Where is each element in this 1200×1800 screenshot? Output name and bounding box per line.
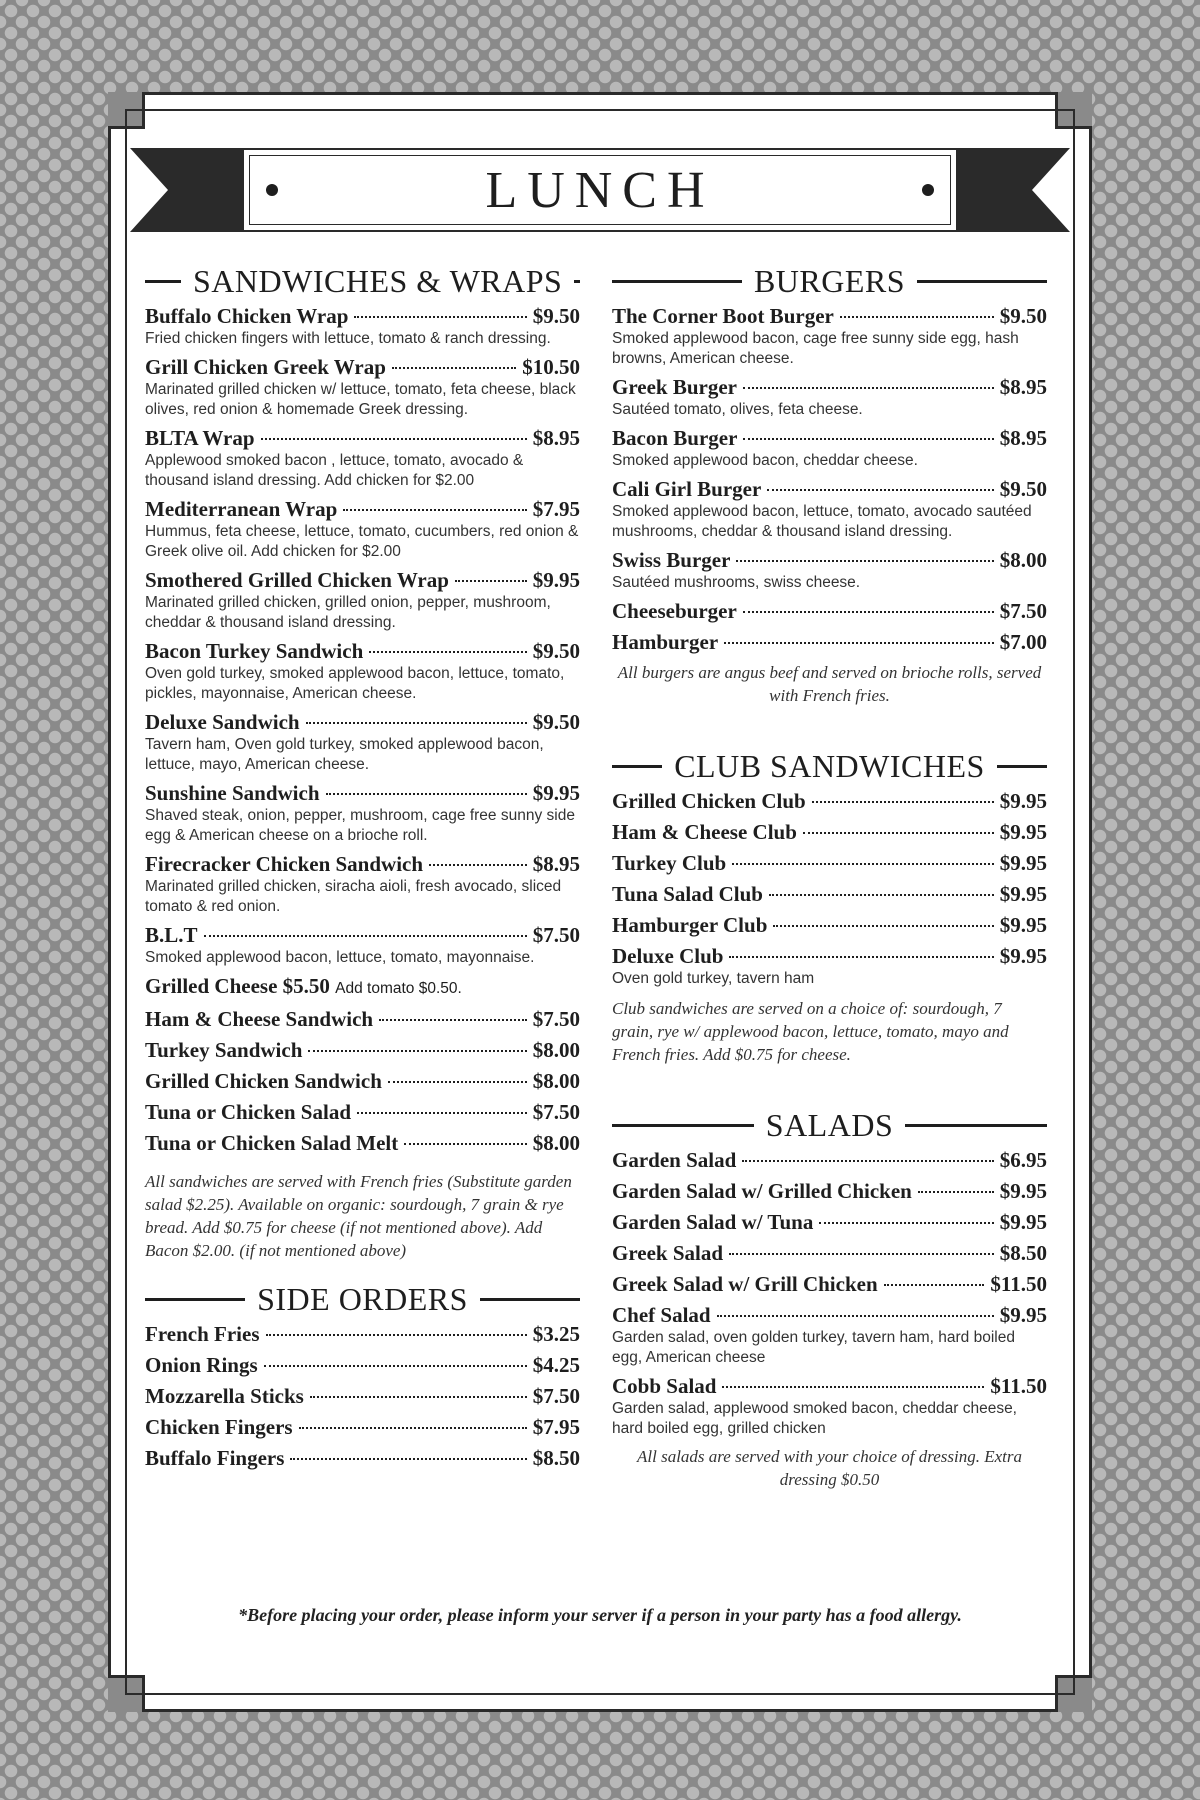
menu-item (145, 852, 580, 917)
item-price: $9.95 (999, 789, 1047, 813)
menu-item-row (145, 426, 580, 451)
menu-item-row (145, 1322, 580, 1347)
dot-leader (326, 793, 527, 795)
item-price: $7.50 (532, 923, 580, 947)
item-price: $7.95 (532, 497, 580, 521)
item-name: Hamburger Club (612, 913, 768, 937)
item-price: $11.50 (990, 1374, 1047, 1398)
item-price: $7.50 (532, 1100, 580, 1124)
sides-list (145, 1322, 580, 1471)
item-price: $9.95 (999, 1303, 1047, 1327)
section-title: SANDWICHES & WRAPS (193, 262, 563, 299)
menu-item-row (612, 820, 1047, 845)
menu-item (612, 820, 1047, 845)
dot-leader (354, 316, 526, 318)
dot-leader (404, 1143, 527, 1145)
dot-leader (742, 1160, 993, 1162)
ribbon-left-tail (130, 148, 242, 232)
item-description: Sautéed tomato, olives, feta cheese. (612, 401, 863, 418)
item-price: $7.50 (532, 1384, 580, 1408)
menu-item (612, 913, 1047, 938)
item-name: Turkey Sandwich (145, 1038, 303, 1062)
dot-leader (729, 1253, 994, 1255)
menu-item (612, 1148, 1047, 1173)
section-header-burgers (612, 262, 1047, 300)
dot-leader (736, 560, 993, 562)
menu-item-row (612, 304, 1047, 329)
menu-item (145, 923, 580, 968)
menu-item-row (612, 1374, 1047, 1399)
right-column (612, 262, 1047, 1491)
item-price: $9.50 (532, 304, 580, 328)
item-name: Mozzarella Sticks (145, 1384, 304, 1408)
dot-leader (767, 489, 993, 491)
menu-item (612, 426, 1047, 471)
menu-item-row (145, 710, 580, 735)
left-column (145, 262, 580, 1477)
dot-leader (769, 894, 994, 896)
menu-item-row (145, 1131, 580, 1156)
menu-item (145, 426, 580, 491)
menu-item-row (145, 568, 580, 593)
menu-item (145, 568, 580, 633)
menu-item-grilled-cheese (145, 974, 580, 1001)
menu-item-row (612, 1179, 1047, 1204)
item-price: $8.95 (999, 375, 1047, 399)
menu-item-row (612, 882, 1047, 907)
menu-item-row (612, 1272, 1047, 1297)
section-header-sides (145, 1280, 580, 1318)
dot-leader (343, 509, 526, 511)
menu-item-row (612, 1148, 1047, 1173)
menu-item-row (612, 851, 1047, 876)
bullet-icon (922, 184, 934, 196)
banner-box-inner (249, 155, 951, 225)
title-banner (130, 140, 1070, 250)
dot-leader (290, 1458, 526, 1460)
item-price: $8.00 (532, 1069, 580, 1093)
item-name: Tuna or Chicken Salad Melt (145, 1131, 399, 1155)
item-name: Firecracker Chicken Sandwich (145, 852, 424, 876)
item-price: $9.50 (999, 477, 1047, 501)
item-name: Turkey Club (612, 851, 727, 875)
item-name: Cheeseburger (612, 599, 737, 623)
menu-item-row (145, 1038, 580, 1063)
item-name: Grill Chicken Greek Wrap (145, 355, 386, 379)
menu-item-row (612, 1210, 1047, 1235)
menu-item-row (612, 789, 1047, 814)
dot-leader (455, 580, 527, 582)
item-name: Buffalo Chicken Wrap (145, 304, 349, 328)
sandwich-list (145, 304, 580, 968)
menu-item (612, 1303, 1047, 1368)
menu-item-row (612, 426, 1047, 451)
item-price: $7.95 (532, 1415, 580, 1439)
item-name: Greek Burger (612, 375, 737, 399)
menu-item-row (612, 375, 1047, 400)
item-name: Buffalo Fingers (145, 1446, 285, 1470)
item-price: $8.95 (999, 426, 1047, 450)
dot-leader (743, 438, 993, 440)
dot-leader (717, 1315, 994, 1317)
item-name: Bacon Turkey Sandwich (145, 639, 364, 663)
dot-leader (812, 801, 994, 803)
menu-item-row (612, 548, 1047, 573)
dot-leader (261, 438, 527, 440)
item-description: Tavern ham, Oven gold turkey, smoked applewood bacon, lettuce, mayo, American cheese. (145, 736, 544, 773)
menu-item-row (145, 497, 580, 522)
dot-leader (773, 925, 993, 927)
item-description: Smoked applewood bacon, lettuce, tomato, mayonnaise. (145, 949, 535, 966)
burger-note: All burgers are angus beef and served on brioche rolls, served with French fries. (617, 663, 1042, 705)
menu-item (145, 1353, 580, 1378)
dot-leader (266, 1334, 527, 1336)
item-price: $9.50 (532, 710, 580, 734)
dot-leader (918, 1191, 994, 1193)
item-price: $9.50 (532, 639, 580, 663)
item-price: $3.25 (532, 1322, 580, 1346)
menu-item-row (145, 1384, 580, 1409)
dot-leader (357, 1112, 527, 1114)
section-title: SIDE ORDERS (257, 1280, 468, 1317)
dot-leader (310, 1396, 527, 1398)
menu-item (612, 882, 1047, 907)
dot-leader (840, 316, 994, 318)
dot-leader (264, 1365, 527, 1367)
dot-leader (306, 722, 527, 724)
item-name: Hamburger (612, 630, 719, 654)
dot-leader (429, 864, 527, 866)
item-name: Greek Salad w/ Grill Chicken (612, 1272, 878, 1296)
dot-leader (743, 387, 994, 389)
menu-item (612, 789, 1047, 814)
dot-leader (803, 832, 994, 834)
menu-item-row (145, 1100, 580, 1125)
header-rule (997, 765, 1047, 768)
item-price: $8.95 (532, 852, 580, 876)
menu-item-row (145, 1007, 580, 1032)
item-price: $7.00 (999, 630, 1047, 654)
ribbon-right-tail (958, 148, 1070, 232)
item-name: Ham & Cheese Sandwich (145, 1007, 374, 1031)
menu-item-row (612, 944, 1047, 969)
section-title: CLUB SANDWICHES (674, 747, 985, 784)
item-description: Marinated grilled chicken, siracha aioli, fresh avocado, sliced tomato & red onion. (145, 878, 562, 915)
menu-item-row (145, 923, 580, 948)
dot-leader (724, 642, 994, 644)
allergy-note: *Before placing your order, please inform your server if a person in your party has a food allergy. (238, 1605, 962, 1625)
menu-title: LUNCH (485, 161, 715, 219)
item-name: The Corner Boot Burger (612, 304, 834, 328)
menu-item-row (145, 781, 580, 806)
section-header-salads (612, 1106, 1047, 1144)
menu-item (612, 477, 1047, 542)
item-name: Smothered Grilled Chicken Wrap (145, 568, 449, 592)
menu-item (612, 1210, 1047, 1235)
menu-item (145, 710, 580, 775)
menu-item-row (612, 477, 1047, 502)
item-price: $8.00 (532, 1131, 580, 1155)
item-price: $9.50 (999, 304, 1047, 328)
menu-item-row (145, 304, 580, 329)
menu-item (145, 1446, 580, 1471)
dot-leader (299, 1427, 527, 1429)
item-description: Sautéed mushrooms, swiss cheese. (612, 574, 861, 591)
menu-item-row (145, 1446, 580, 1471)
menu-item (145, 304, 580, 349)
dot-leader (369, 651, 527, 653)
menu-item (612, 630, 1047, 655)
menu-item (145, 497, 580, 562)
menu-item (612, 1179, 1047, 1204)
item-price: $8.00 (999, 548, 1047, 572)
dot-leader (388, 1081, 527, 1083)
menu-item (145, 1415, 580, 1440)
menu-item (145, 1131, 580, 1156)
menu-item-row (145, 639, 580, 664)
item-name: Tuna or Chicken Salad (145, 1100, 352, 1124)
item-description: Smoked applewood bacon, cage free sunny side egg, hash browns, American cheese. (612, 330, 1019, 367)
menu-item (145, 781, 580, 846)
header-rule (917, 280, 1047, 283)
menu-item (145, 1007, 580, 1032)
item-name: Greek Salad (612, 1241, 724, 1265)
section-header-sandwiches (145, 262, 580, 300)
menu-item (145, 1069, 580, 1094)
item-price: $9.95 (999, 851, 1047, 875)
dot-leader (204, 935, 527, 937)
item-description: Shaved steak, onion, pepper, mushroom, cage free sunny side egg & American cheese on a brioche roll. (145, 807, 575, 844)
menu-item (145, 355, 580, 420)
menu-item-row (612, 1241, 1047, 1266)
menu-item (145, 639, 580, 704)
dot-leader (308, 1050, 526, 1052)
item-price: $9.95 (999, 1179, 1047, 1203)
burger-list (612, 304, 1047, 655)
item-price: $9.95 (999, 820, 1047, 844)
item-name: Grilled Chicken Club (612, 789, 806, 813)
item-name: Swiss Burger (612, 548, 731, 572)
menu-item-row (145, 1353, 580, 1378)
item-price: $8.50 (999, 1241, 1047, 1265)
menu-item-row (145, 1069, 580, 1094)
item-price: $8.95 (532, 426, 580, 450)
menu-item (612, 1241, 1047, 1266)
menu-item-row (612, 913, 1047, 938)
header-rule (480, 1298, 580, 1301)
item-name: Grilled Chicken Sandwich (145, 1069, 382, 1093)
menu-item-row (145, 852, 580, 877)
item-price: $4.25 (532, 1353, 580, 1377)
menu-item (612, 548, 1047, 593)
menu-item-row (145, 355, 580, 380)
item-name: B.L.T (145, 923, 198, 947)
item-name: Garden Salad (612, 1148, 737, 1172)
header-rule (612, 280, 742, 283)
menu-item (145, 1322, 580, 1347)
header-rule (145, 1298, 245, 1301)
item-name: Ham & Cheese Club (612, 820, 797, 844)
header-rule (612, 1124, 754, 1127)
club-list (612, 789, 1047, 989)
item-description: Marinated grilled chicken w/ lettuce, tomato, feta cheese, black olives, red onion & homemade Greek dressing. (145, 381, 576, 418)
header-rule (612, 765, 662, 768)
dot-leader (379, 1019, 527, 1021)
item-price: $9.95 (999, 913, 1047, 937)
item-name: Deluxe Club (612, 944, 724, 968)
dot-leader (392, 367, 516, 369)
item-name: Tuna Salad Club (612, 882, 763, 906)
item-price: $9.95 (999, 1210, 1047, 1234)
item-description: Smoked applewood bacon, lettuce, tomato, avocado sautéed mushrooms, cheddar & thousand island dressing. (612, 503, 1032, 540)
menu-item-row (612, 630, 1047, 655)
item-name: BLTA Wrap (145, 426, 255, 450)
salad-list (612, 1148, 1047, 1439)
item-description: Garden salad, oven golden turkey, tavern ham, hard boiled egg, American cheese (612, 1329, 1015, 1366)
item-name: Garden Salad w/ Grilled Chicken (612, 1179, 912, 1203)
section-title: SALADS (765, 1106, 894, 1143)
salad-note: All salads are served with your choice of dressing. Extra dressing $0.50 (637, 1447, 1022, 1489)
item-description: Garden salad, applewood smoked bacon, cheddar cheese, hard boiled egg, grilled chicken (612, 1400, 1017, 1437)
menu-item-row (612, 1303, 1047, 1328)
banner-box (242, 148, 958, 232)
item-description: Oven gold turkey, tavern ham (612, 970, 815, 987)
header-rule (574, 280, 580, 283)
item-name: Bacon Burger (612, 426, 738, 450)
item-price: $7.50 (532, 1007, 580, 1031)
item-price: $8.50 (532, 1446, 580, 1470)
item-name: Garden Salad w/ Tuna (612, 1210, 814, 1234)
item-price: $8.00 (532, 1038, 580, 1062)
dot-leader (732, 863, 994, 865)
item-description: Smoked applewood bacon, cheddar cheese. (612, 452, 918, 469)
menu-item (145, 1038, 580, 1063)
club-note: Club sandwiches are served on a choice of: sourdough, 7 grain, rye w/ applewood bacon, lettuce, tomato, mayo and French fries. Add $0.75 for cheese. (612, 999, 1009, 1064)
menu-item (612, 1272, 1047, 1297)
header-rule (905, 1124, 1047, 1127)
item-extra: Add tomato $0.50. (335, 980, 462, 997)
dot-leader (884, 1284, 985, 1286)
menu-item (612, 304, 1047, 369)
item-name: Cobb Salad (612, 1374, 717, 1398)
dot-leader (743, 611, 994, 613)
menu-item (612, 944, 1047, 989)
menu-item-row (145, 1415, 580, 1440)
item-price: $9.95 (999, 882, 1047, 906)
item-price: $7.50 (999, 599, 1047, 623)
item-price: $6.95 (999, 1148, 1047, 1172)
sandwich-list-2 (145, 1007, 580, 1156)
section-title: BURGERS (753, 262, 906, 299)
item-price: $11.50 (990, 1272, 1047, 1296)
menu-item-row (612, 599, 1047, 624)
item-name: Chicken Fingers (145, 1415, 293, 1439)
item-description: Oven gold turkey, smoked applewood bacon, lettuce, tomato, pickles, mayonnaise, American cheese. (145, 665, 565, 702)
item-name: Chef Salad (612, 1303, 711, 1327)
menu-item (145, 1100, 580, 1125)
item-description: Applewood smoked bacon , lettuce, tomato, avocado & thousand island dressing. Add chicken for $2.00 (145, 452, 524, 489)
section-header-club (612, 747, 1047, 785)
dot-leader (729, 956, 993, 958)
menu-item (612, 1374, 1047, 1439)
item-description: Fried chicken fingers with lettuce, tomato & ranch dressing. (145, 330, 551, 347)
item-price: $9.95 (532, 568, 580, 592)
header-rule (145, 280, 181, 283)
bullet-icon (266, 184, 278, 196)
item-price: $9.95 (999, 944, 1047, 968)
item-description: Marinated grilled chicken, grilled onion, pepper, mushroom, cheddar & thousand island dressing. (145, 594, 551, 631)
item-name: Mediterranean Wrap (145, 497, 338, 521)
item-name: French Fries (145, 1322, 260, 1346)
dot-leader (819, 1222, 993, 1224)
item-price: $9.95 (532, 781, 580, 805)
item-name: Cali Girl Burger (612, 477, 762, 501)
item-name: Deluxe Sandwich (145, 710, 300, 734)
sandwich-note: All sandwiches are served with French fries (Substitute garden salad $2.25). Available on organic: sourdough, 7 grain & rye bread. Add $0.75 for cheese (if not mentioned above). Add Bacon $2.00. (if not mentioned above) (145, 1172, 572, 1260)
menu-item (612, 851, 1047, 876)
menu-item (612, 599, 1047, 624)
item-name: Sunshine Sandwich (145, 781, 320, 805)
item-name: Onion Rings (145, 1353, 258, 1377)
dot-leader (722, 1386, 984, 1388)
menu-item (145, 1384, 580, 1409)
item-name: Grilled Cheese $5.50 (145, 974, 330, 998)
menu-item (612, 375, 1047, 420)
item-description: Hummus, feta cheese, lettuce, tomato, cucumbers, red onion & Greek olive oil. Add chicken for $2.00 (145, 523, 579, 560)
item-price: $10.50 (522, 355, 580, 379)
